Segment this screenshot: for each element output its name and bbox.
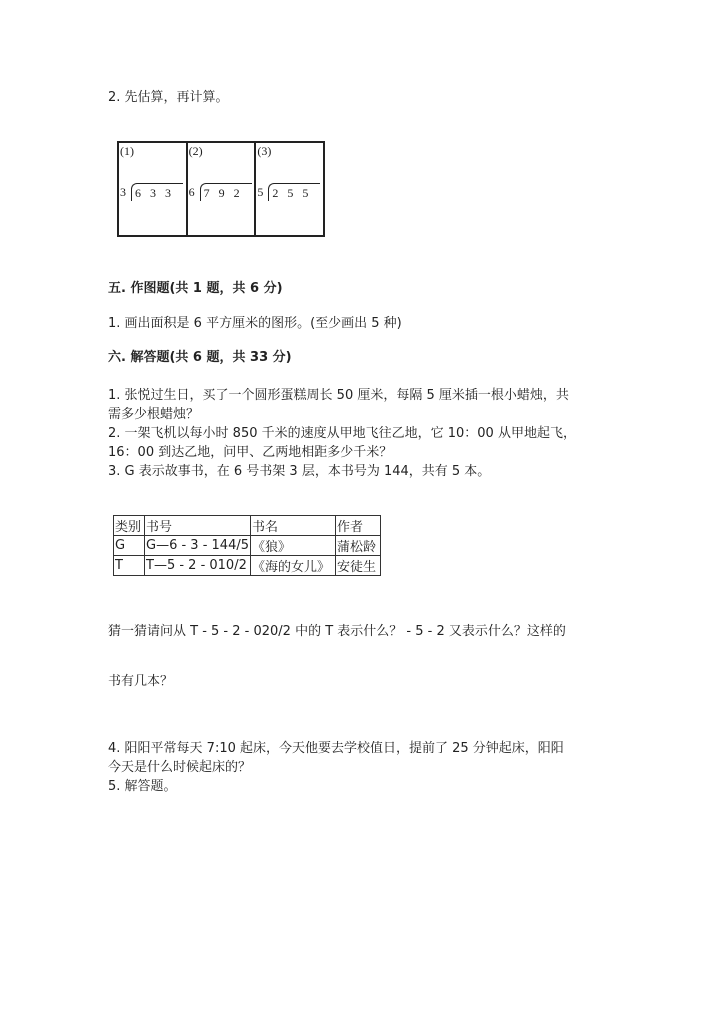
header-cell: 书号 (145, 516, 251, 536)
cell: 《狼》 (251, 536, 336, 556)
division-cell (119, 143, 188, 235)
header-cell: 作者 (336, 516, 381, 536)
q2-line2: 16：00 到达乙地，问甲、乙两地相距多少千米？ (108, 445, 393, 460)
dividend: 255 (268, 183, 320, 201)
table-row (114, 536, 381, 556)
divisor: 6 (188, 185, 195, 199)
cell-label: (1) (120, 144, 134, 158)
divisor: 5 (257, 185, 264, 199)
cell: T (114, 556, 145, 576)
q2-title: 2. 先估算，再计算。 (108, 90, 229, 105)
q1-line2: 需多少根蜡烛？ (108, 407, 200, 422)
q5: 5. 解答题。 (108, 779, 177, 794)
dividend: 792 (200, 183, 252, 201)
cell: G—6 - 3 - 144/5 (145, 536, 251, 556)
division-box (117, 141, 325, 237)
section6-title: 六. 解答题(共 6 题，共 33 分) (108, 350, 292, 365)
cell: G (114, 536, 145, 556)
cell-label: (3) (257, 144, 272, 158)
table-row (114, 556, 381, 576)
q3-line1: 3. G 表示故事书，在 6 号书架 3 层，本书号为 144，共有 5 本。 (108, 464, 491, 479)
division-cell (256, 143, 323, 235)
divisor: 3 (120, 185, 126, 199)
cell: 安徒生 (336, 556, 381, 576)
q2-line1: 2. 一架飞机以每小时 850 千米的速度从甲地飞往乙地，它 10：00 从甲地起飞， (108, 426, 576, 441)
header-cell: 类别 (114, 516, 145, 536)
cell: 蒲松龄 (336, 536, 381, 556)
dividend: 633 (131, 183, 183, 201)
division-cell (188, 143, 257, 235)
table-header (114, 516, 381, 536)
q1-line1: 1. 张悦过生日，买了一个圆形蛋糕周长 50 厘米，每隔 5 厘米插一根小蜡烛，共 (108, 388, 569, 403)
cell: T—5 - 2 - 010/2 (145, 556, 251, 576)
section5-q1: 1. 画出面积是 6 平方厘米的图形。(至少画出 5 种) (108, 316, 402, 331)
q3-line3: 书有几本？ (108, 674, 174, 689)
header-cell: 书名 (251, 516, 336, 536)
q3-line2: 猜一猜请问从 T - 5 - 2 - 020/2 中的 T 表示什么？ - 5 - 2 又表示什么？这样的 (108, 624, 566, 639)
q4-line1: 4. 阳阳平常每天 7:10 起床，今天他要去学校值日，提前了 25 分钟起床，阳阳 (108, 741, 564, 756)
book-table (113, 515, 381, 576)
cell: 《海的女儿》 (251, 556, 336, 576)
q4-line2: 今天是什么时候起床的？ (108, 760, 252, 775)
section5-title: 五. 作图题(共 1 题，共 6 分) (108, 281, 283, 296)
cell-label: (2) (188, 144, 203, 158)
